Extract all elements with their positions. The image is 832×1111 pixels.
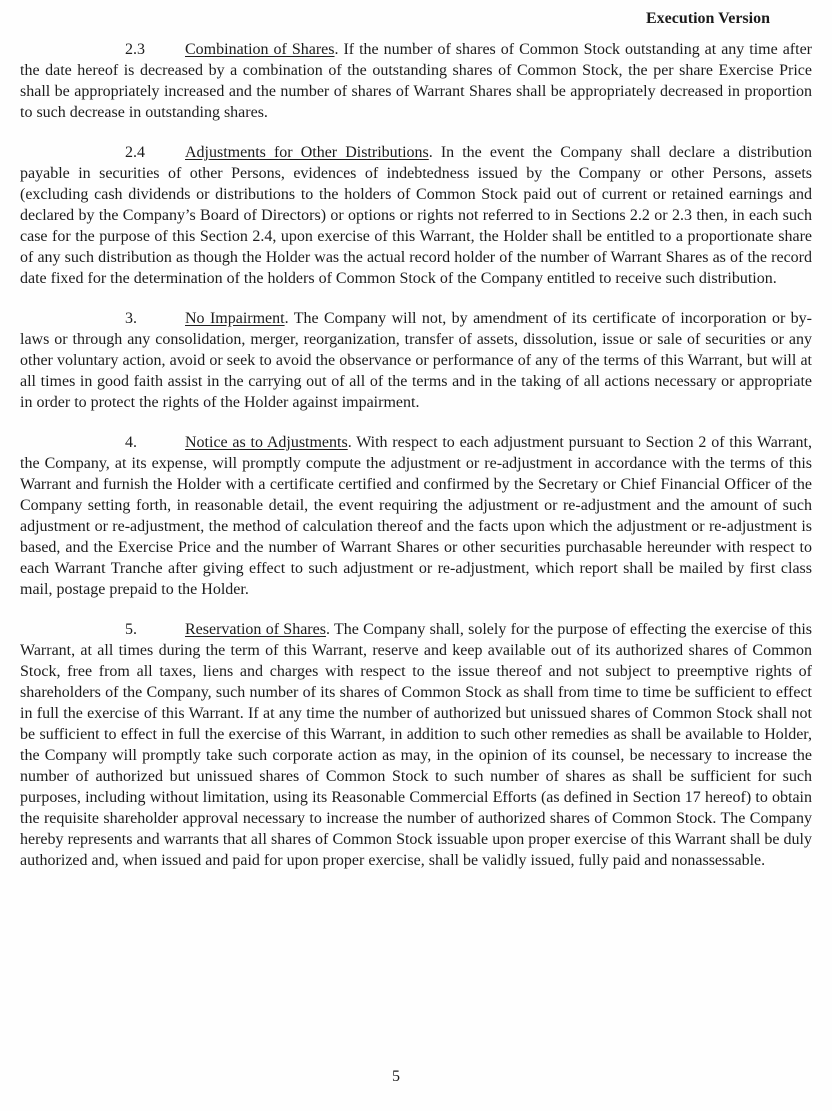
section-paragraph-3: [20, 308, 812, 413]
section-paragraph-4: [20, 432, 812, 600]
section-body: . The Company shall, solely for the purpose of effecting the exercise of this Warrant, at all times during the term of this Warrant, reserve and keep available out of its authorized shares of Common Stock, free from all taxes, liens and charges with respect to the issue thereof and not subject to preemptive rights of shareholders of the Company, such number of its shares of Common Stock as shall from time to time be sufficient to effect in full the exercise of this Warrant. If at any time the number of authorized but unissued shares of Common Stock shall not be sufficient to effect in full the exercise of this Warrant, in addition to such other remedies as shall be available to Holder, the Company will promptly take such corporate action as may, in the opinion of its counsel, be necessary to increase the number of authorized but unissued shares of Common Stock to such number of shares as shall be sufficient for such purposes, including without limitation, using its Reasonable Commercial Efforts (as defined in Section 17 hereof) to obtain the requisite shareholder approval necessary to increase the number of authorized shares of Common Stock. The Company hereby represents and warrants that all shares of Common Stock issuable upon proper exercise of this Warrant shall be duly authorized and, when issued and paid for upon proper exercise, shall be validly issued, fully paid and nonassessable.: [20, 621, 813, 869]
document-header: Execution Version: [645, 10, 770, 27]
section-body: . The Company will not, by amendment of its certificate of incorporation or by-laws or through any consolidation, merger, reorganization, transfer of assets, dissolution, issue or sale of securities or any other voluntary action, avoid or seek to avoid the observance or performance of any of the terms of this Warrant, but will at all times in good faith assist in the carrying out of all of the terms and in the taking of all actions necessary or appropriate in order to protect the rights of the Holder against impairment.: [20, 310, 812, 411]
section-body: . In the event the Company shall declare a distribution payable in securities of other Persons, evidences of indebtedness issued by the Company or other Persons, assets (excluding cash dividends or distributions to the holders of Common Stock paid out of current or retained earnings and declared by the Company’s Board of Directors) or options or rights not referred to in Sections 2.2 or 2.3 then, in each such case for the purpose of this Section 2.4, upon exercise of this Warrant, the Holder shall be entitled to a proportionate share of any such distribution as though the Holder was the actual record holder of the number of Warrant Shares as of the record date fixed for the determination of the holders of Common Stock of the Company entitled to receive such distribution.: [20, 144, 812, 287]
section-paragraph-2-3: [20, 39, 812, 123]
section-body: . If the number of shares of Common Stock outstanding at any time after the date hereof is decreased by a combination of the outstanding shares of Common Stock, the per share Exercise Price shall be appropriately increased and the number of shares of Warrant Shares shall be appropriately decreased in proportion to such decrease in outstanding shares.: [20, 41, 812, 121]
section-paragraph-2-4: [20, 142, 812, 289]
section-heading: Notice as to Adjustments: [185, 434, 348, 451]
section-number: 5.: [125, 621, 137, 638]
section-heading: Combination of Shares: [185, 41, 335, 58]
section-number: 3.: [125, 310, 137, 327]
section-heading: Adjustments for Other Distributions: [185, 144, 429, 161]
page-number: 5: [392, 1068, 400, 1085]
section-number: 2.4: [125, 144, 145, 161]
section-number: 2.3: [125, 41, 145, 58]
section-paragraph-5: [20, 619, 812, 871]
section-body: . With respect to each adjustment pursuant to Section 2 of this Warrant, the Company, at its expense, will promptly compute the adjustment or re-adjustment in accordance with the terms of this Warrant and furnish the Holder with a certificate certified and confirmed by the Secretary or Chief Financial Officer of the Company setting forth, in reasonable detail, the event requiring the adjustment or re-adjustment and the amount of such adjustment or re-adjustment, the method of calculation thereof and the facts upon which the adjustment or re-adjustment is based, and the Exercise Price and the number of Warrant Shares or other securities purchasable hereunder with respect to each Warrant Tranche after giving effect to such adjustment or re-adjustment, which report shall be mailed by first class mail, postage prepaid to the Holder.: [20, 434, 812, 598]
section-number: 4.: [125, 434, 137, 451]
section-heading: No Impairment: [185, 310, 285, 327]
section-heading: Reservation of Shares: [185, 621, 326, 638]
